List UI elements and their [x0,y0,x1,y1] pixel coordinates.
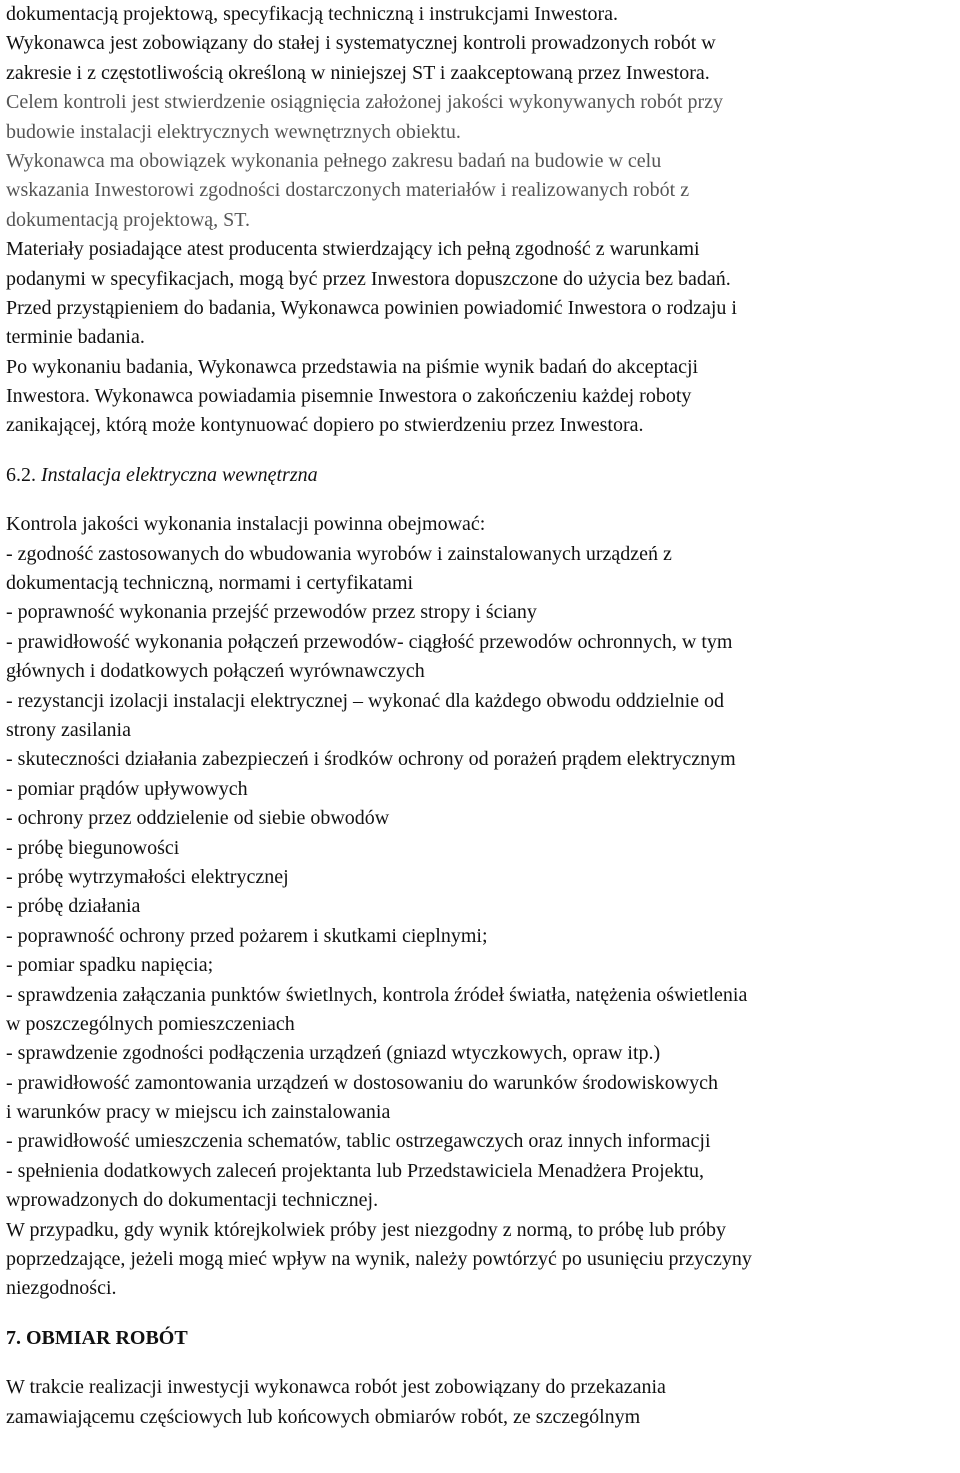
text-line: i warunków pracy w miejscu ich zainstalowania [6,1101,391,1124]
list-item: - pomiar spadku napięcia; [6,954,214,977]
text-line: głównych i dodatkowych połączeń wyrównawczych [6,660,425,683]
text-line: W trakcie realizacji inwestycji wykonawca robót jest zobowiązany do przekazania [6,1376,666,1399]
text-line: dokumentacją projektową, ST. [6,208,251,231]
text-line: zamawiającemu częściowych lub końcowych obmiarów robót, ze szczególnym [6,1405,641,1428]
text-line: Materiały posiadające atest producenta stwierdzający ich pełną zgodność z warunkami [6,238,700,261]
text-line: dokumentacją techniczną, normami i certyfikatami [6,572,414,595]
text-line: w poszczególnych pomieszczeniach [6,1012,295,1035]
list-item: - sprawdzenie zgodności podłączenia urządzeń (gniazd wtyczkowych, opraw itp.) [6,1042,661,1065]
text-line: strony zasilania [6,718,131,741]
text-line: Po wykonaniu badania, Wykonawca przedstawia na piśmie wynik badań do akceptacji [6,355,699,378]
list-item: - ochrony przez oddzielenie od siebie obwodów [6,807,390,830]
list-item: - prawidłowość wykonania połączeń przewodów- ciągłość przewodów ochronnych, w tym [6,630,733,653]
list-item: - rezystancji izolacji instalacji elektrycznej – wykonać dla każdego obwodu oddzielnie od [6,689,725,712]
text-line: wskazania Inwestorowi zgodności dostarczonych materiałów i realizowanych robót z [6,179,690,202]
text-line: budowie instalacji elektrycznych wewnętrznych obiektu. [6,120,461,143]
list-item: - spełnienia dodatkowych zaleceń projektanta lub Przedstawiciela Menadżera Projektu, [6,1159,705,1182]
section-number: 6.2. [6,463,36,486]
text-line: niezgodności. [6,1277,117,1300]
list-item: - próbę działania [6,895,141,918]
text-line: zanikającej, którą może kontynuować dopiero po stwierdzeniu przez Inwestora. [6,414,644,437]
list-item: - poprawność ochrony przed pożarem i skutkami cieplnymi; [6,924,488,947]
text-line: poprzedzające, jeżeli mogą mieć wpływ na wynik, należy powtórzyć po usunięciu przyczyny [6,1248,752,1271]
list-item: - zgodność zastosowanych do wbudowania wyrobów i zainstalowanych urządzeń z [6,542,672,565]
document-page [6,0,960,1432]
text-line: W przypadku, gdy wynik którejkolwiek próby jest niezgodny z normą, to próbę lub próby [6,1218,727,1241]
list-item: - próbę wytrzymałości elektrycznej [6,865,289,888]
text-line: terminie badania. [6,326,145,349]
text-line: zakresie i z częstotliwością określoną w niniejszej ST i zaakceptowaną przez Inwestora. [6,61,710,84]
paragraph-quality-control [6,0,960,441]
list-item: - prawidłowość zamontowania urządzeń w dostosowaniu do warunków środowiskowych [6,1071,719,1094]
text-line: Wykonawca jest zobowiązany do stałej i systematycznej kontroli prowadzonych robót w [6,32,716,55]
text-line: dokumentacją projektową, specyfikacją techniczną i instrukcjami Inwestora. [6,3,618,25]
list-item: - skuteczności działania zabezpieczeń i środków ochrony od porażeń prądem elektrycznym [6,748,736,771]
text-line: Celem kontroli jest stwierdzenie osiągnięcia założonej jakości wykonywanych robót przy [6,91,724,114]
list-item: - prawidłowość umieszczenia schematów, tablic ostrzegawczych oraz innych informacji [6,1130,711,1153]
text-line: wprowadzonych do dokumentacji technicznej. [6,1189,379,1212]
text-line: podanymi w specyfikacjach, mogą być przez Inwestora dopuszczone do użycia bez badań. [6,267,731,290]
section-heading-6-2 [6,461,960,490]
section-heading-7: 7. OBMIAR ROBÓT [6,1326,188,1349]
list-item: - pomiar prądów upływowych [6,777,248,800]
list-item: - próbę biegunowości [6,836,180,859]
text-line: Kontrola jakości wykonania instalacji powinna obejmować: [6,513,486,536]
text-line: Przed przystąpieniem do badania, Wykonawca powinien powiadomić Inwestora o rodzaju i [6,296,737,319]
paragraph-installation-checks [6,510,960,1304]
text-line: Wykonawca ma obowiązek wykonania pełnego zakresu badań na budowie w celu [6,149,662,172]
text-line: Inwestora. Wykonawca powiadamia pisemnie Inwestora o zakończeniu każdej roboty [6,385,692,408]
section-title: Instalacja elektryczna wewnętrzna [41,463,318,486]
list-item: - sprawdzenia załączania punktów świetlnych, kontrola źródeł światła, natężenia oświetlenia [6,983,748,1006]
paragraph-measurement [6,1373,960,1432]
list-item: - poprawność wykonania przejść przewodów przez stropy i ściany [6,601,537,624]
